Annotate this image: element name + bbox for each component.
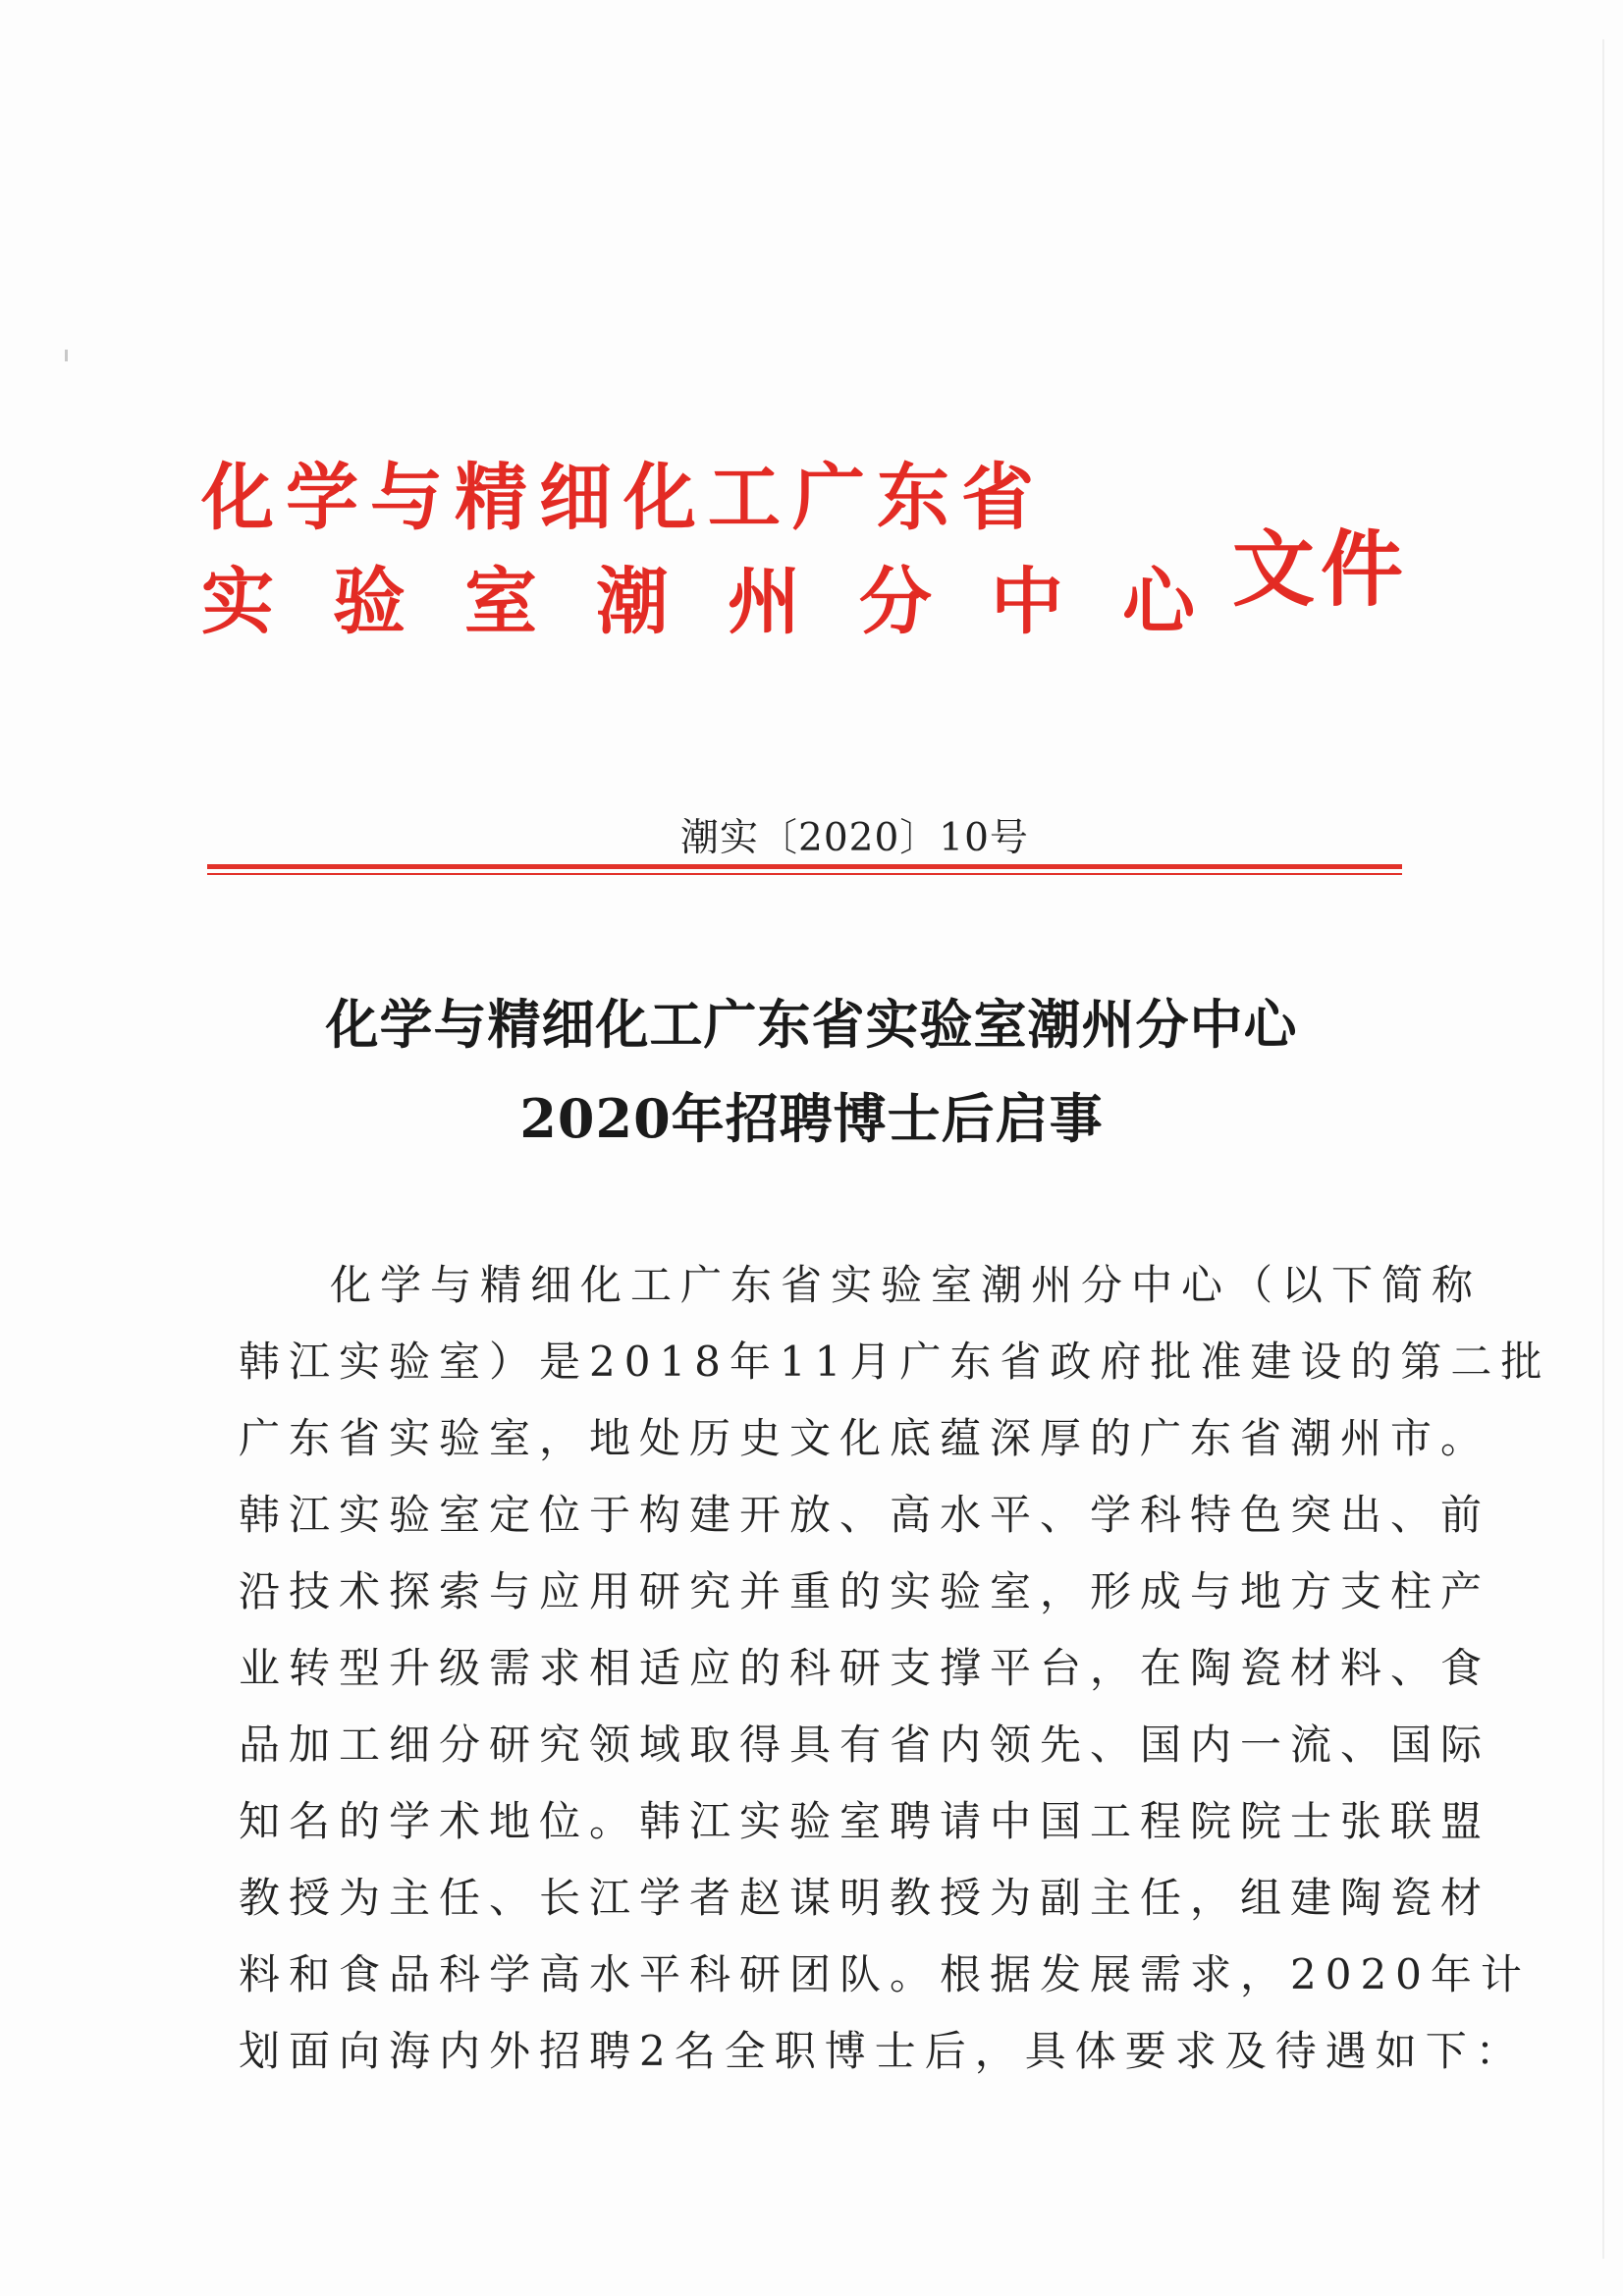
notice-title-line-2: 2020年招聘博士后启事 bbox=[519, 1087, 1104, 1150]
body-line: 业转型升级需求相适应的科研支撑平台，在陶瓷材料、食 bbox=[239, 1644, 1491, 1692]
notice-title-line-1: 化学与精细化工广东省实验室潮州分中心 bbox=[325, 993, 1298, 1056]
body-line: 化学与精细化工广东省实验室潮州分中心（以下简称 bbox=[330, 1261, 1483, 1309]
org-name-line-2: 实验室潮州分中心 bbox=[201, 560, 1254, 644]
document-type-label: 文件 bbox=[1232, 520, 1410, 618]
document-header bbox=[201, 444, 1409, 670]
red-divider-thick bbox=[207, 864, 1402, 869]
scan-edge-mark-left bbox=[65, 350, 68, 361]
body-line: 知名的学术地位。韩江实验室聘请中国工程院院士张联盟 bbox=[239, 1797, 1491, 1845]
body-line: 划面向海内外招聘2名全职博士后，具体要求及待遇如下： bbox=[239, 2027, 1526, 2075]
body-line: 韩江实验室定位于构建开放、高水平、学科特色突出、前 bbox=[239, 1491, 1491, 1539]
body-line: 广东省实验室，地处历史文化底蕴深厚的广东省潮州市。 bbox=[239, 1414, 1491, 1462]
body-line: 料和食品科学高水平科研团队。根据发展需求，2020年计 bbox=[239, 1950, 1531, 1998]
body-line: 教授为主任、长江学者赵谋明教授为副主任，组建陶瓷材 bbox=[239, 1874, 1491, 1922]
document-number: 潮实〔2020〕10号 bbox=[680, 816, 1029, 860]
body-line: 沿技术探索与应用研究并重的实验室，形成与地方支柱产 bbox=[239, 1567, 1491, 1615]
org-name-line-1: 化学与精细化工广东省 bbox=[201, 456, 1046, 540]
body-line: 品加工细分研究领域取得具有省内领先、国内一流、国际 bbox=[239, 1721, 1491, 1769]
body-line: 韩江实验室）是2018年11月广东省政府批准建设的第二批 bbox=[239, 1338, 1551, 1386]
red-divider-thin bbox=[207, 873, 1402, 875]
scan-edge-mark-right bbox=[1602, 39, 1604, 2259]
